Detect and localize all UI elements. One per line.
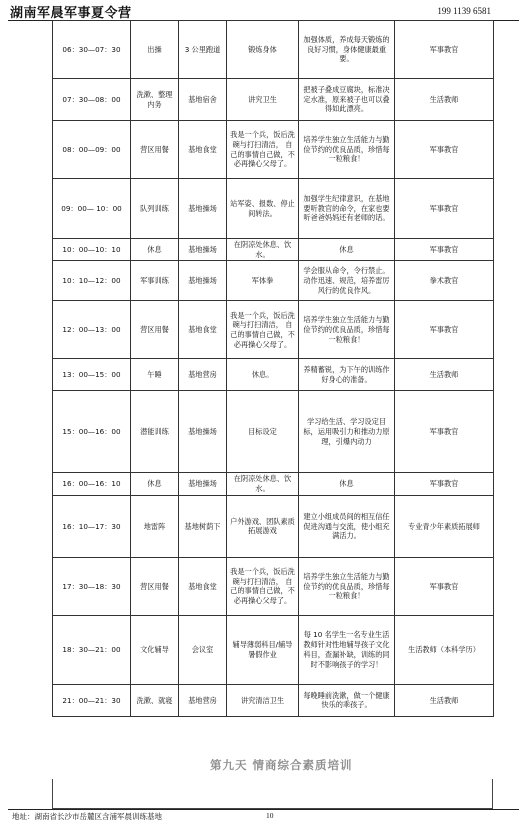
schedule-row bbox=[53, 261, 494, 301]
instructor-cell: 军事教官 bbox=[395, 391, 494, 473]
time-cell: 16：10—17：30 bbox=[53, 495, 131, 557]
time-cell: 12：00—13：00 bbox=[53, 301, 131, 359]
instructor-cell: 军事教官 bbox=[395, 21, 494, 79]
schedule-row bbox=[53, 615, 494, 684]
goal-cell: 每 10 名学生一名专业生活教师针对性地辅导孩子文化科目，查漏补缺，训练的同时不影响孩子的学习！ bbox=[299, 615, 395, 684]
time-cell: 15：00—16：00 bbox=[53, 391, 131, 473]
content-cell: 军体拳 bbox=[227, 261, 299, 301]
goal-cell: 休息 bbox=[299, 239, 395, 261]
activity-cell: 营区用餐 bbox=[131, 121, 179, 179]
content-cell: 休息。 bbox=[227, 359, 299, 391]
goal-cell: 培养学生独立生活能力与勤俭节约的优良品质，珍惜每一粒粮食！ bbox=[299, 301, 395, 359]
goal-cell: 培养学生独立生活能力与勤俭节约的优良品质，珍惜每一粒粮食！ bbox=[299, 557, 395, 615]
location-cell: 基地操场 bbox=[179, 261, 227, 301]
activity-cell: 出操 bbox=[131, 21, 179, 79]
schedule-row bbox=[53, 121, 494, 179]
time-cell: 07：30—08：00 bbox=[53, 79, 131, 121]
content-cell: 户外游戏、团队素质拓展游戏 bbox=[227, 495, 299, 557]
footer-divider bbox=[8, 809, 519, 810]
location-cell: 基地营房 bbox=[179, 359, 227, 391]
instructor-cell: 军事教官 bbox=[395, 179, 494, 239]
content-cell: 我是一个兵，饭后洗碗与打扫清洁， 自己的事情自己做，不必再操心父母了。 bbox=[227, 121, 299, 179]
instructor-cell: 生活教师 bbox=[395, 359, 494, 391]
location-cell: 基地树荫下 bbox=[179, 495, 227, 557]
activity-cell: 队列训练 bbox=[131, 179, 179, 239]
goal-cell: 培养学生独立生活能力与勤俭节约的优良品质，珍惜每一粒粮食！ bbox=[299, 121, 395, 179]
schedule-row bbox=[53, 684, 494, 716]
activity-cell: 洗漱、就寝 bbox=[131, 684, 179, 716]
goal-cell: 休息 bbox=[299, 473, 395, 495]
instructor-cell: 拳术教官 bbox=[395, 261, 494, 301]
instructor-cell: 专业青少年素质拓展师 bbox=[395, 495, 494, 557]
goal-cell: 加强体质，养成每天锻炼的良好习惯，身体健康最重要。 bbox=[299, 21, 395, 79]
content-cell: 站军姿、报数、停止间转法。 bbox=[227, 179, 299, 239]
activity-cell: 地雷阵 bbox=[131, 495, 179, 557]
schedule-row bbox=[53, 473, 494, 495]
time-cell: 18：30—21：00 bbox=[53, 615, 131, 684]
activity-cell: 午睡 bbox=[131, 359, 179, 391]
activity-cell: 营区用餐 bbox=[131, 301, 179, 359]
schedule-row bbox=[53, 301, 494, 359]
goal-cell: 学会服从命令，令行禁止。动作迅速、规范，培养雷厉风行的优良作风。 bbox=[299, 261, 395, 301]
content-cell: 目标设定 bbox=[227, 391, 299, 473]
schedule-row bbox=[53, 21, 494, 79]
content-cell: 我是一个兵，饭后洗碗与打扫清洁， 自己的事情自己做，不必再操心父母了。 bbox=[227, 557, 299, 615]
content-cell: 在阴凉处休息、饮水。 bbox=[227, 473, 299, 495]
goal-cell: 学习给生活、学习设定目标，运用吸引力和推动力原理，引爆内动力 bbox=[299, 391, 395, 473]
goal-cell: 加强学生纪律意识，在基地要听教官的命令，在家也要听爸爸妈妈还有老师的话。 bbox=[299, 179, 395, 239]
time-cell: 06：30—07：30 bbox=[53, 21, 131, 79]
location-cell: 基地食堂 bbox=[179, 121, 227, 179]
activity-cell: 休息 bbox=[131, 239, 179, 261]
location-cell: 基地操场 bbox=[179, 473, 227, 495]
time-cell: 16：00—16：10 bbox=[53, 473, 131, 495]
time-cell: 10：00—10：10 bbox=[53, 239, 131, 261]
phone-number: 199 1139 6581 bbox=[437, 6, 491, 16]
content-cell: 讲究卫生 bbox=[227, 79, 299, 121]
schedule-row bbox=[53, 359, 494, 391]
location-cell: 基地营房 bbox=[179, 684, 227, 716]
instructor-cell: 生活教师 bbox=[395, 79, 494, 121]
instructor-cell: 军事教官 bbox=[395, 239, 494, 261]
instructor-cell: 军事教官 bbox=[395, 473, 494, 495]
content-cell: 我是一个兵，饭后洗碗与打扫清洁， 自己的事情自己做，不必再操心父母了。 bbox=[227, 301, 299, 359]
page-number: 10 bbox=[266, 811, 274, 820]
activity-cell: 潜能训练 bbox=[131, 391, 179, 473]
schedule-row bbox=[53, 79, 494, 121]
goal-cell: 把被子叠成豆腐块，标准决定水准，原来被子也可以叠得如此漂亮。 bbox=[299, 79, 395, 121]
time-cell: 13：00—15：00 bbox=[53, 359, 131, 391]
activity-cell: 军事训练 bbox=[131, 261, 179, 301]
day-title: 第九天 情商综合素质培训 bbox=[210, 758, 353, 772]
time-cell: 21：00—21：30 bbox=[53, 684, 131, 716]
location-cell: 3 公里跑道 bbox=[179, 21, 227, 79]
table-footer-box bbox=[52, 779, 493, 809]
time-cell: 17：30—18：30 bbox=[53, 557, 131, 615]
schedule-table bbox=[52, 20, 494, 717]
time-cell: 08：00—09：00 bbox=[53, 121, 131, 179]
location-cell: 会议室 bbox=[179, 615, 227, 684]
goal-cell: 养精蓄锐，为下午的训练作好身心的准备。 bbox=[299, 359, 395, 391]
location-cell: 基地操场 bbox=[179, 391, 227, 473]
location-cell: 基地食堂 bbox=[179, 301, 227, 359]
activity-cell: 洗漱、整理内务 bbox=[131, 79, 179, 121]
activity-cell: 文化辅导 bbox=[131, 615, 179, 684]
schedule-row bbox=[53, 495, 494, 557]
activity-cell: 休息 bbox=[131, 473, 179, 495]
goal-cell: 建立小组成员间的相互信任促进沟通与交流，使小组充满活力。 bbox=[299, 495, 395, 557]
time-cell: 10：10—12：00 bbox=[53, 261, 131, 301]
location-cell: 基地操场 bbox=[179, 239, 227, 261]
location-cell: 基地食堂 bbox=[179, 557, 227, 615]
schedule-row bbox=[53, 239, 494, 261]
schedule-row bbox=[53, 557, 494, 615]
instructor-cell: 生活教师 bbox=[395, 684, 494, 716]
schedule-row bbox=[53, 391, 494, 473]
location-cell: 基地宿舍 bbox=[179, 79, 227, 121]
content-cell: 在阴凉处休息、饮水。 bbox=[227, 239, 299, 261]
content-cell: 锻炼身体 bbox=[227, 21, 299, 79]
activity-cell: 营区用餐 bbox=[131, 557, 179, 615]
goal-cell: 每晚睡前洗漱，做一个健康快乐的乖孩子。 bbox=[299, 684, 395, 716]
instructor-cell: 军事教官 bbox=[395, 301, 494, 359]
camp-title: 湖南军晨军事夏令营 bbox=[10, 6, 132, 21]
content-cell: 辅导薄弱科目/辅导暑假作业 bbox=[227, 615, 299, 684]
instructor-cell: 生活教师（本科学历） bbox=[395, 615, 494, 684]
schedule-row bbox=[53, 179, 494, 239]
content-cell: 讲究清洁卫生 bbox=[227, 684, 299, 716]
time-cell: 09：00— 10：00 bbox=[53, 179, 131, 239]
footer-address: 地址：湖南省长沙市岳麓区含浦军晨训练基地 bbox=[12, 812, 162, 821]
instructor-cell: 军事教官 bbox=[395, 557, 494, 615]
instructor-cell: 军事教官 bbox=[395, 121, 494, 179]
page-header bbox=[8, 2, 519, 21]
location-cell: 基地操场 bbox=[179, 179, 227, 239]
